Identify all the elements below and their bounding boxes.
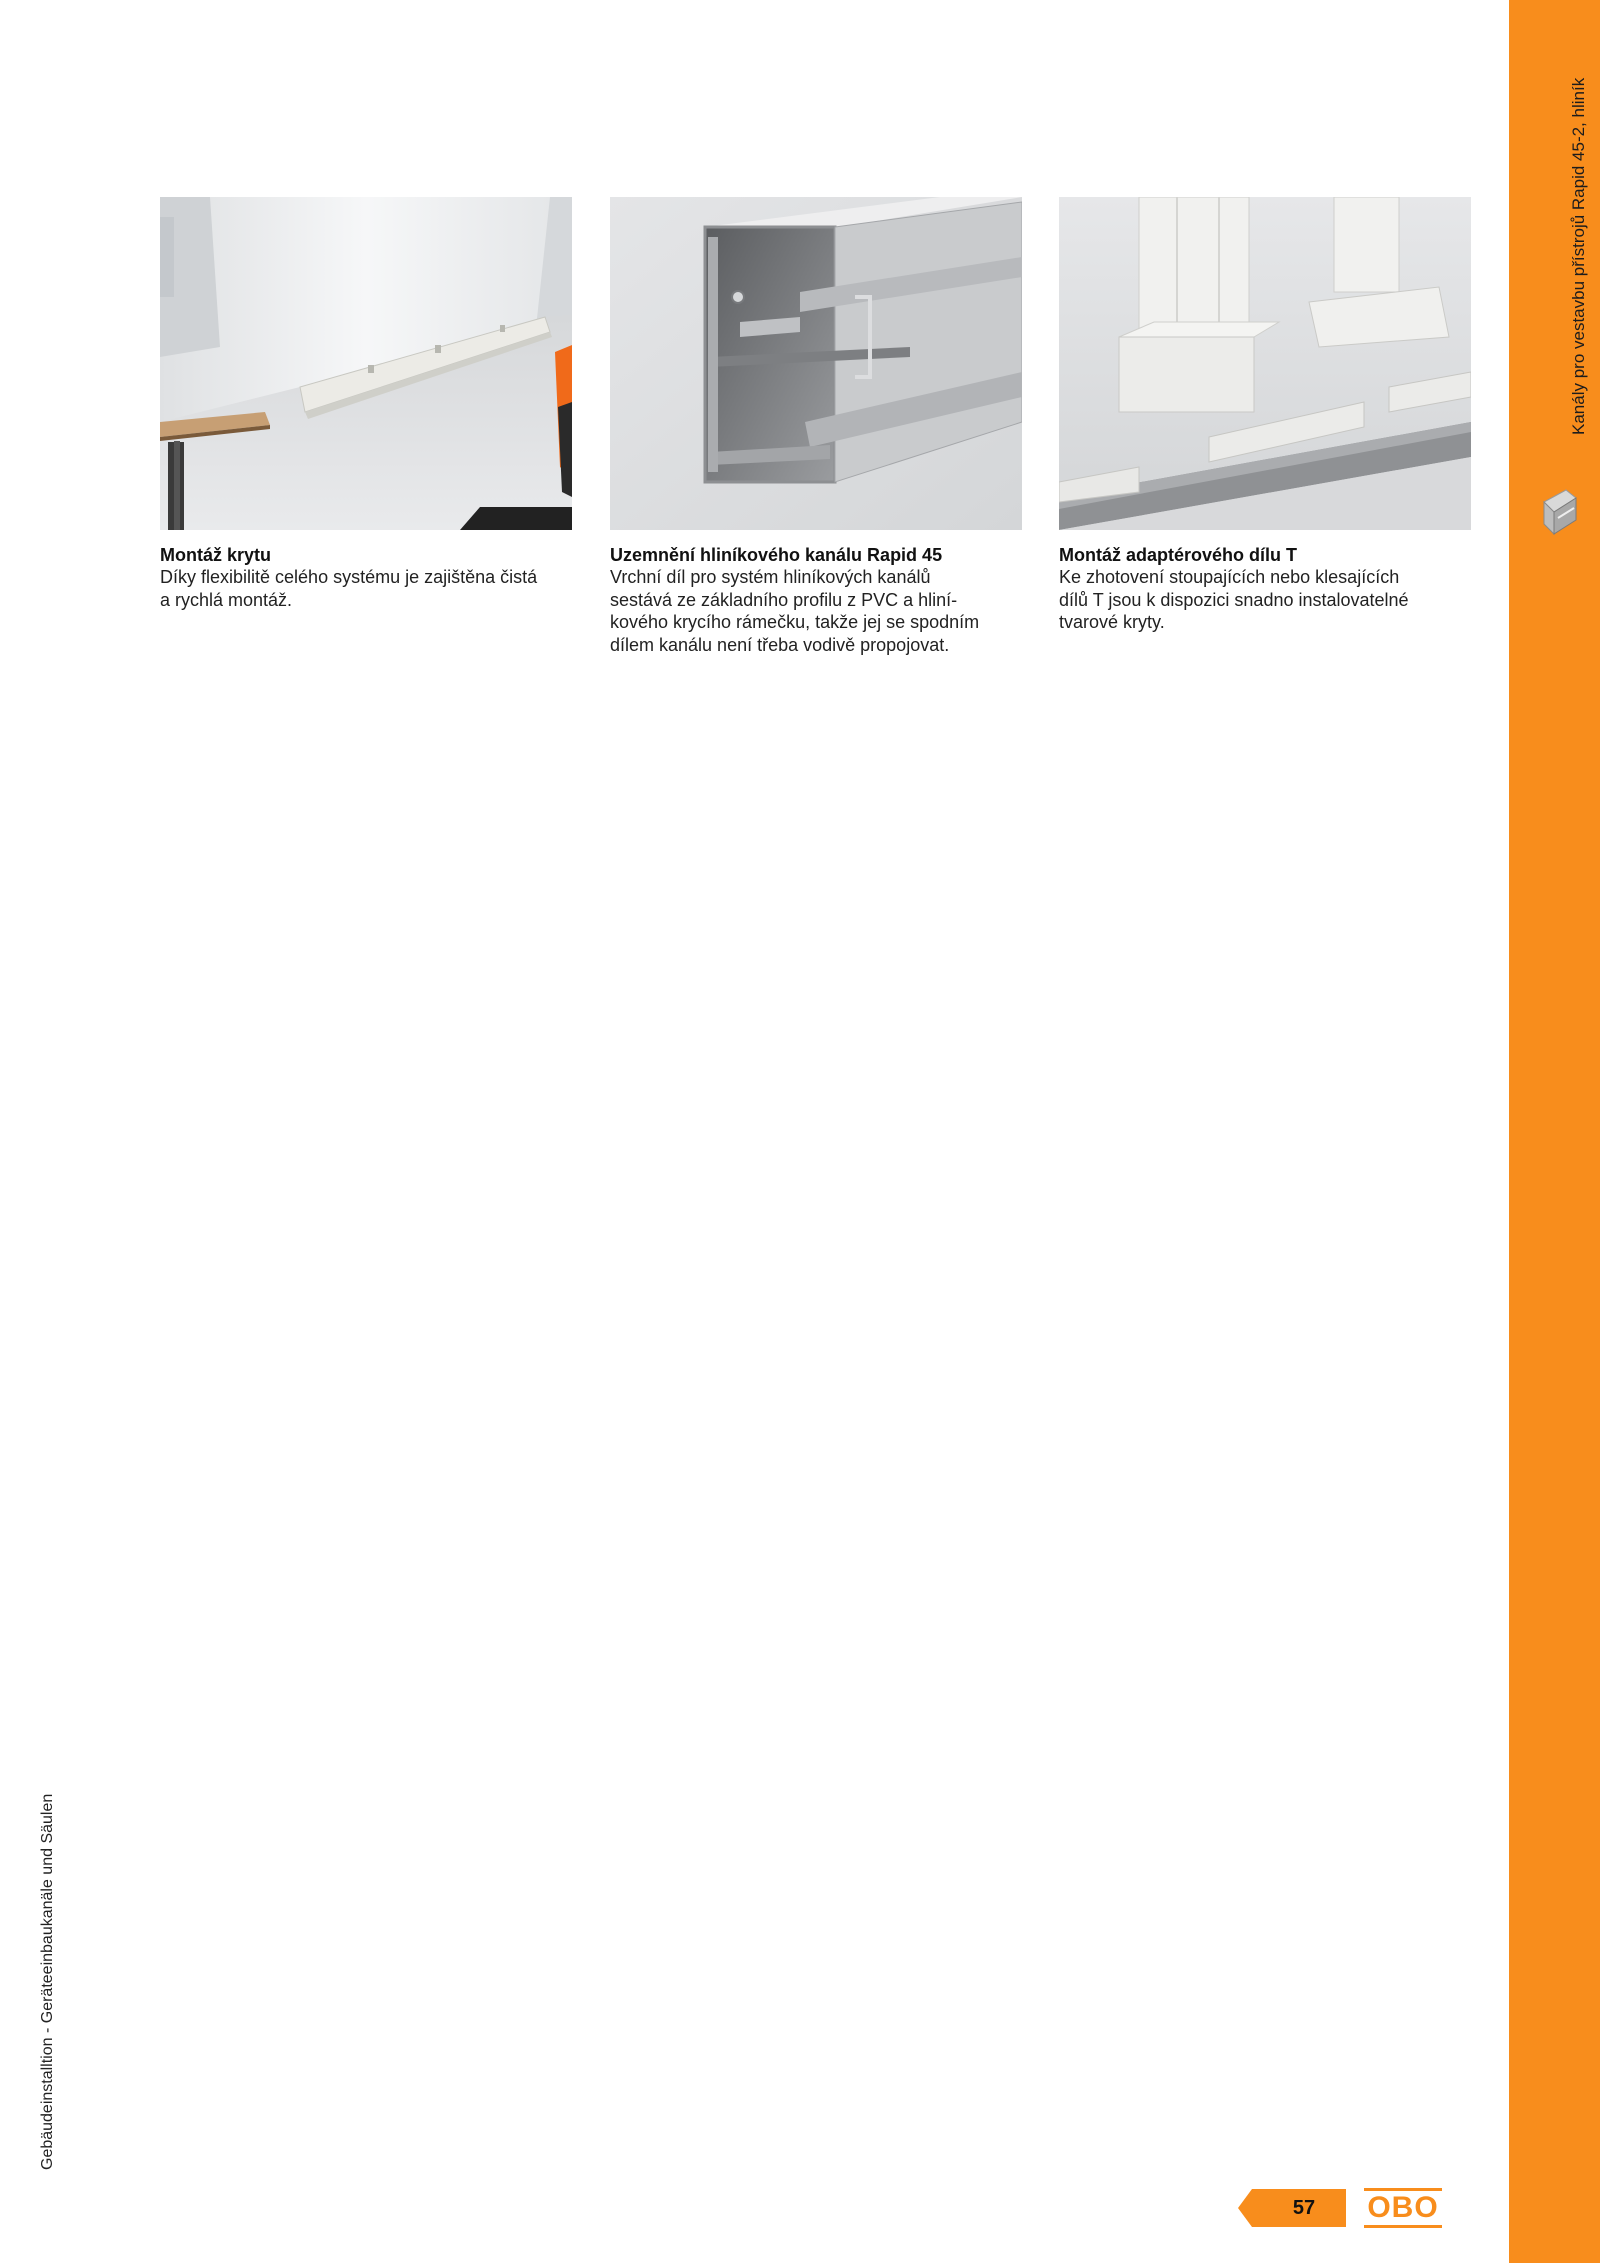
left-vertical-label (37, 1790, 59, 2170)
logo-text: OBO (1367, 2191, 1439, 2224)
left-vertical-label-text: Gebäudeinstalltion - Geräteeinbaukanäle und Säulen (39, 1793, 56, 2170)
obo-logo (1364, 2188, 1442, 2228)
photo-cover-mounting (160, 197, 572, 530)
page-number: 57 (1292, 2197, 1316, 2219)
caption-title: Uzemnění hliníkového kanálu Rapid 45 (610, 545, 943, 565)
photo-t-adapter (1059, 197, 1471, 530)
feature-column-cover-mounting (160, 197, 572, 611)
photo-aluminium-channel (610, 197, 1022, 530)
caption-title: Montáž adaptérového dílu T (1059, 545, 1298, 565)
side-section-title-text: Kanály pro vestavbu přístrojů Rapid 45-2, hliník (1569, 77, 1588, 435)
side-section-title (1568, 65, 1590, 435)
caption-text: Ke zhotovení stoupajících nebo klesajících dílů T jsou k dispozici snadno instalovatelné tvarové kryty. (1059, 567, 1409, 632)
channel-thumbnail-icon (1540, 488, 1580, 536)
feature-column-t-adapter (1059, 197, 1471, 634)
feature-column-grounding (610, 197, 1022, 656)
logo-bottom-line (1364, 2225, 1442, 2228)
caption-title: Montáž krytu (160, 545, 272, 565)
caption-text: Vrchní díl pro systém hliníkových kanálů sestává ze základního profilu z PVC a hliní- kového krycího rámečku, takže jej se spodním dílem kanálu není třeba vodivě propojovat. (610, 567, 980, 655)
caption-text: Díky flexibilitě celého systému je zajištěna čistá a rychlá montáž. (160, 567, 538, 610)
